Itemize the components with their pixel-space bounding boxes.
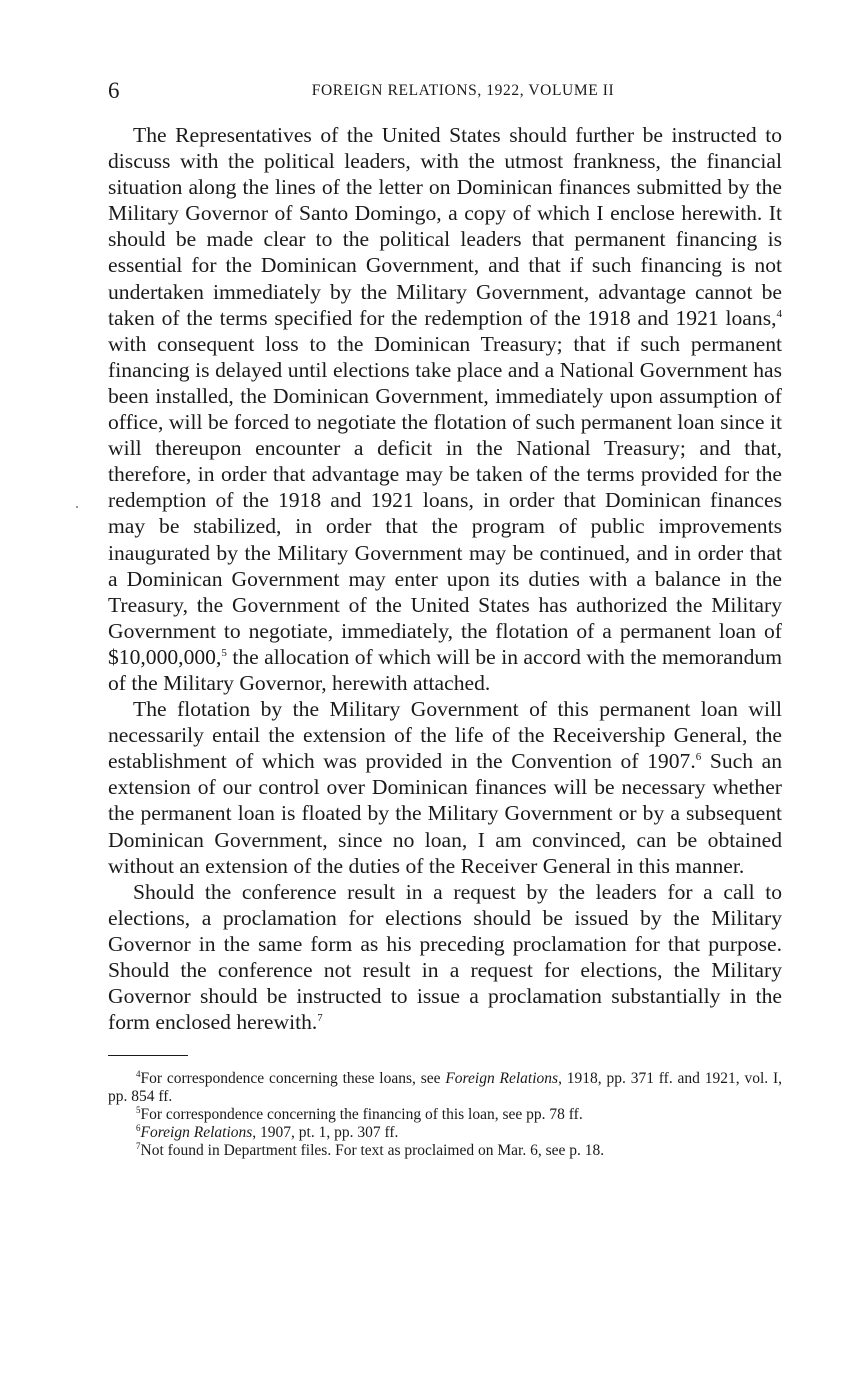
footnote-5-mark: 5 <box>136 1105 141 1116</box>
footnote-6-mark: 6 <box>136 1123 141 1134</box>
footnote-ref-6: 6 <box>695 751 702 764</box>
footnote-4 <box>108 1070 782 1106</box>
footnote-7-text: Not found in Department files. For text as proclaimed on Mar. 6, see p. 18. <box>140 1142 605 1160</box>
footnote-4-mark: 4 <box>136 1069 141 1080</box>
footnotes <box>108 1070 782 1160</box>
paragraph-2-text-b: Such an extension of our control over Dominican finances will be necessary whether the permanent loan is floated by the Military Government or by a subsequent Dominican Government, since no loan, I am convinced, can be obtained without an extension of the duties of the Receiver General in this manner. <box>108 749 782 878</box>
paragraph-3-text-a: Should the conference result in a request by the leaders for a call to elections, a proclamation for elections should be issued by the Military Governor in the same form as his preceding proclamation for that purpose. Should the conference not result in a request for elections, the Military Governor should be instructed to issue a proclamation substantially in the form enclosed herewith. <box>108 879 782 1035</box>
body-text <box>108 122 782 1035</box>
paragraph-2-text-a: The flotation by the Military Government of this permanent loan will necessarily entail the extension of the life of the Receivership General, the establishment of which was provided in the Convention of 1907. <box>108 697 782 774</box>
footnote-4-italic: Foreign Relations <box>445 1070 559 1088</box>
running-head: FOREIGN RELATIONS, 1922, VOLUME II <box>311 82 615 99</box>
footnote-ref-5: 5 <box>221 646 227 659</box>
paragraph-2 <box>108 696 782 879</box>
paragraph-1-text-a: The Representatives of the United States should further be instructed to discuss with the political leaders, with the utmost frankness, the financial situation along the lines of the letter on Dominican finances submitted by the Military Governor of Santo Domingo, a copy of which I enclose herewith. It should be made clear to the political leaders that permanent financing is essential for the Dominican Government, and that if such financing is not undertaken immediately by the Military Government, advantage cannot be taken of the terms specified for the redemption of the 1918 and 1921 loans, <box>108 123 782 330</box>
footnote-5-text: For correspondence concerning the financing of this loan, see pp. 78 ff. <box>140 1106 583 1124</box>
footnote-rule <box>108 1055 188 1056</box>
footnote-6-text: , 1907, pt. 1, pp. 307 ff. <box>252 1124 399 1142</box>
paragraph-1-text-b: with consequent loss to the Dominican Treasury; that if such permanent financing is delayed until elections take place and a National Government has been installed, the Dominican Government, immediately upon assumption of office, will be forced to negotiate the flotation of such permanent loan since it will thereupon encounter a deficit in the National Treasury; and that, therefore, in order that advantage may be taken of the terms provided for the redemption of the 1918 and 1921 loans, in order that Dominican finances may be stabilized, in order that the program of public improvements inaugurated by the Military Government may be continued, and in order that a Dominican Government may enter upon its duties with a balance in the Treasury, the Government of the United States has authorized the Military Government to negotiate, immediately, the flotation of a permanent loan of $10,000,000, <box>108 331 782 669</box>
paragraph-1 <box>108 122 782 696</box>
footnote-6 <box>108 1124 782 1142</box>
document-page <box>108 0 782 1160</box>
footnote-5 <box>108 1106 782 1124</box>
footnote-ref-4: 4 <box>776 307 782 320</box>
paragraph-3 <box>108 879 782 1036</box>
footnote-7 <box>108 1142 782 1160</box>
footnote-ref-7: 7 <box>317 1012 323 1025</box>
paragraph-1-text-c: the allocation of which will be in accord with the memorandum of the Military Governor, herewith attached. <box>108 644 782 695</box>
page-number: 6 <box>108 78 120 103</box>
stray-mark <box>76 506 78 508</box>
footnote-7-mark: 7 <box>136 1141 141 1152</box>
footnote-6-italic: Foreign Relations <box>140 1124 253 1142</box>
footnote-4-text-b: , 1918, pp. 371 ff. and 1921, vol. I, pp. 854 ff. <box>108 1070 782 1106</box>
page-header <box>108 76 782 106</box>
footnote-4-text-a: For correspondence concerning these loans, see <box>140 1070 446 1088</box>
